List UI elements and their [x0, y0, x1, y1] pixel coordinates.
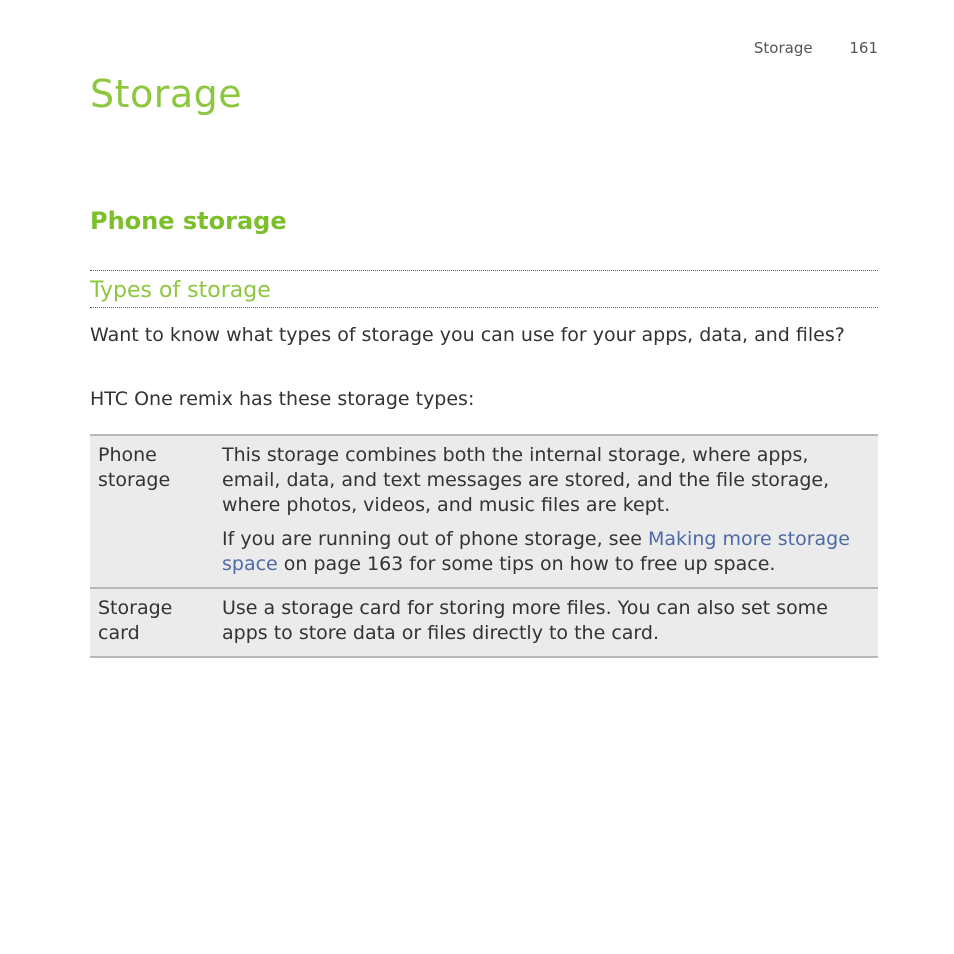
storage-description-cell — [214, 588, 878, 657]
page-number: 161 — [849, 39, 878, 57]
storage-description-cell — [214, 435, 878, 588]
section-title: Phone storage — [90, 207, 287, 235]
table-row — [90, 435, 878, 588]
header-section-name: Storage — [753, 39, 813, 57]
storage-description: This storage combines both the internal storage, where apps, email, data, and text messages are stored, and the file storage, where photos, videos, and music files are kept. — [222, 444, 830, 516]
making-more-storage-space-link[interactable]: Making more storage space — [222, 528, 850, 575]
chapter-title: Storage — [90, 72, 243, 116]
storage-types-table — [90, 434, 878, 658]
running-header — [754, 39, 878, 57]
intro-paragraph: Want to know what types of storage you can use for your apps, data, and files? — [90, 324, 845, 346]
note-text-after: on page 163 for some tips on how to free up space. — [277, 553, 776, 575]
storage-term-cell: Storage card — [90, 588, 214, 657]
storage-note — [222, 527, 870, 577]
storage-description: Use a storage card for storing more files. You can also set some apps to store data or files directly to the card. — [222, 597, 828, 644]
subsection-title: Types of storage — [90, 270, 878, 308]
lead-paragraph: HTC One remix has these storage types: — [90, 388, 475, 410]
note-text-before: If you are running out of phone storage, see — [222, 528, 648, 550]
storage-term-cell: Phone storage — [90, 435, 214, 588]
table-row — [90, 588, 878, 657]
